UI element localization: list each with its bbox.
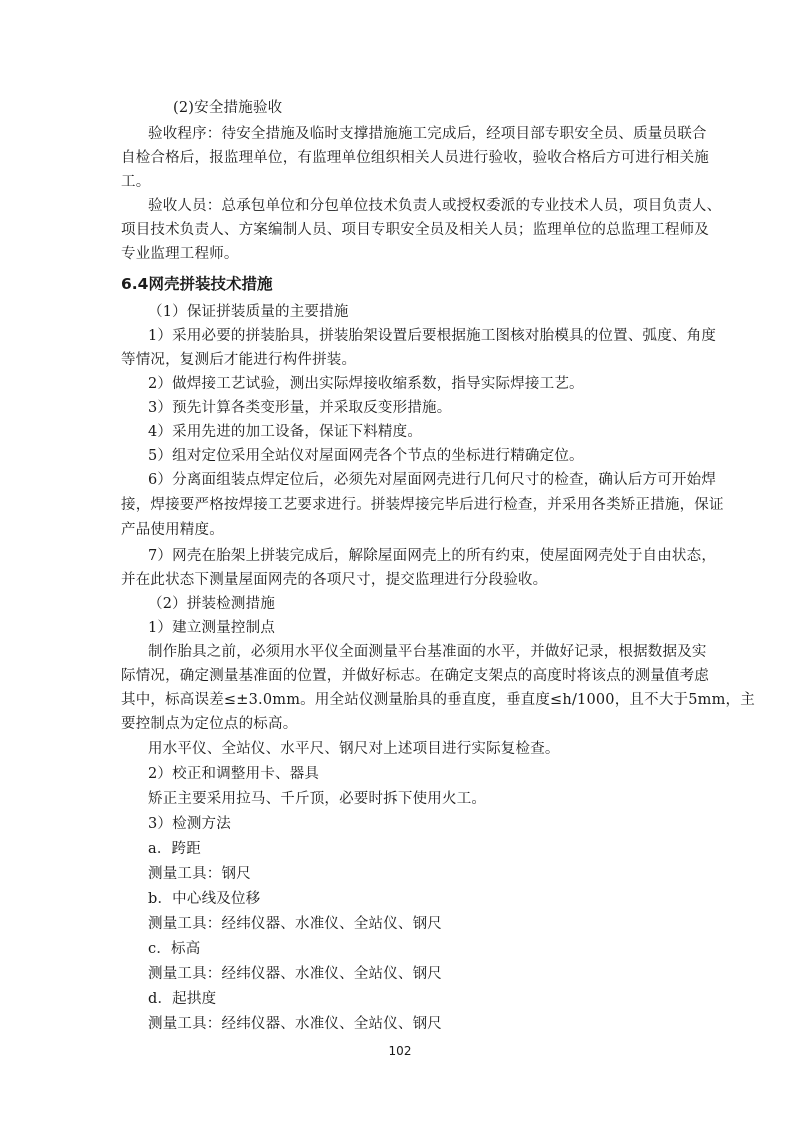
paragraph-line: 接，焊接要严格按焊接工艺要求进行。拼装焊接完毕后进行检查，并采用各类矫正措施，保证 [121,497,724,513]
paragraph-line: 3）预先计算各类变形量，并采取反变形措施。 [148,400,452,416]
list-item: c．标高 [148,941,201,957]
subsection-title: （1）保证拼装质量的主要措施 [148,304,349,320]
paragraph-line: 1）采用必要的拼装胎具，拼装胎架设置后要根据施工图核对胎模具的位置、弧度、角度 [148,328,717,344]
paragraph-line: 用水平仪、全站仪、水平尺、钢尺对上述项目进行实际复检查。 [148,741,560,757]
paragraph-line: 际情况，确定测量基准面的位置，并做好标志。在确定支架点的高度时将该点的测量值考虑 [121,668,709,684]
section-heading: 6.4网壳拼装技术措施 [121,275,273,293]
paragraph-line: 验收人员：总承包单位和分包单位技术负责人或授权委派的专业技术人员，项目负责人、 [148,198,722,214]
list-item: d．起拱度 [148,991,217,1007]
list-item-detail: 测量工具：经纬仪器、水准仪、全站仪、钢尺 [148,966,442,982]
paragraph-line: 等情况，复测后才能进行构件拼装。 [121,352,357,368]
page-number: 102 [388,1044,412,1058]
paragraph-line: 要控制点为定位点的标高。 [121,716,298,732]
subsection-title: （2）拼装检测措施 [148,596,276,612]
list-item-detail: 测量工具：经纬仪器、水准仪、全站仪、钢尺 [148,1016,442,1032]
paragraph-line: 2）做焊接工艺试验，测出实际焊接收缩系数，指导实际焊接工艺。 [148,376,584,392]
paragraph-line: 项目技术负责人、方案编制人员、项目专职安全员及相关人员；监理单位的总监理工程师及 [121,222,709,238]
list-item: b．中心线及位移 [148,891,261,907]
list-item-detail: 测量工具：经纬仪器、水准仪、全站仪、钢尺 [148,916,442,932]
paragraph-line: 6）分离面组装点焊定位后，必须先对屋面网壳进行几何尺寸的检查，确认后方可开始焊 [148,472,717,488]
paragraph-line: 矫正主要采用拉马、千斤顶，必要时拆下使用火工。 [148,791,487,807]
paragraph-line: 产品使用精度。 [121,522,224,538]
paragraph-line: 4）采用先进的加工设备，保证下料精度。 [148,424,423,440]
paragraph-line: 自检合格后，报监理单位，有监理单位组织相关人员进行验收，验收合格后方可进行相关施 [121,150,709,166]
paragraph-line: 5）组对定位采用全站仪对屋面网壳各个节点的坐标进行精确定位。 [148,448,584,464]
paragraph-line: 并在此状态下测量屋面网壳的各项尺寸，提交监理进行分段验收。 [121,572,548,588]
subsection-title: (2)安全措施验收 [173,100,283,116]
paragraph-line: 7）网壳在胎架上拼装完成后，解除屋面网壳上的所有约束，使屋面网壳处于自由状态， [148,548,717,564]
paragraph-line: 验收程序：待安全措施及临时支撑措施施工完成后，经项目部专职安全员、质量员联合 [148,126,707,142]
paragraph-line: 工。 [121,174,151,190]
paragraph-line: 2）校正和调整用卡、器具 [148,766,320,782]
paragraph-line: 1）建立测量控制点 [148,620,276,636]
paragraph-line: 专业监理工程师。 [121,246,239,262]
paragraph-line: 制作胎具之前，必须用水平仪全面测量平台基准面的水平，并做好记录，根据数据及实 [148,644,707,660]
paragraph-line: 其中，标高误差≤±3.0mm。用全站仪测量胎具的垂直度，垂直度≤h/1000，且不大于5mm，主 [121,692,755,708]
paragraph-line: 3）检测方法 [148,816,231,832]
list-item-detail: 测量工具：钢尺 [148,866,251,882]
list-item: a．跨距 [148,841,201,857]
